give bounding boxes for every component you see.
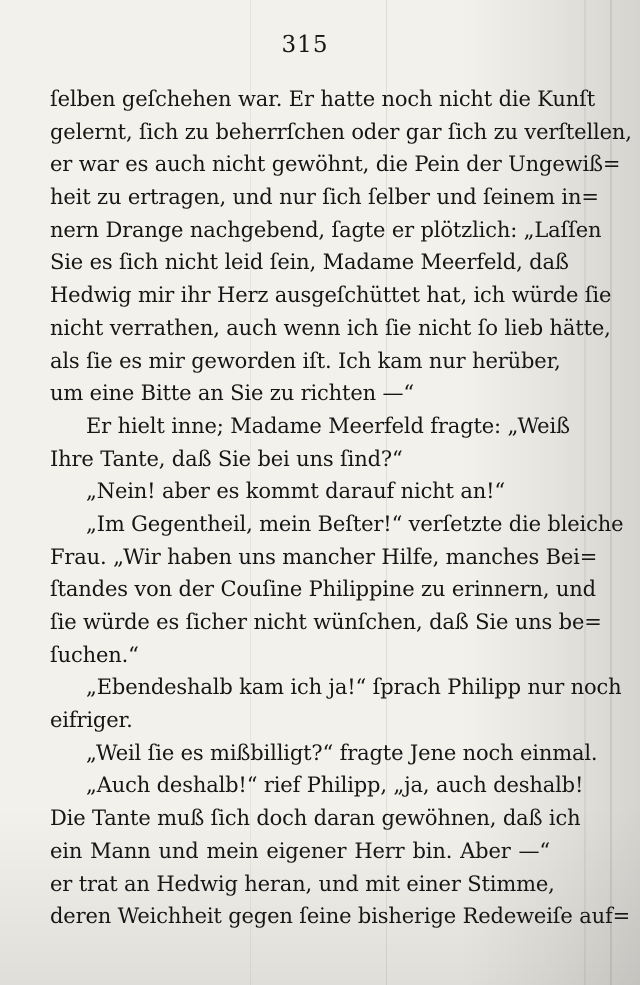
scan-streak [584,0,586,985]
scan-streak [610,0,612,985]
text-line: heit zu ertragen, und nur ſich ſelber und ſeinem in= [50,185,599,210]
text-line: er war es auch nicht gewöhnt, die Pein der Ungewiß= [50,152,621,177]
text-line: deren Weichheit gegen ſeine bisherige Redeweiſe auf= [50,904,631,929]
page-number: 315 [281,32,329,58]
body-text [50,83,632,933]
text-line: ſie würde es ſicher nicht wünſchen, daß Sie uns be= [50,610,602,634]
text-line: nicht verrathen, auch wenn ich ſie nicht ſo lieb hätte, [50,315,611,340]
text-line: „Auch deshalb!“ rief Philipp, „ja, auch deshalb! [86,773,584,798]
text-line: „Weil ſie es mißbilligt?“ fragte Jene noch einmal. [86,740,598,765]
text-line: nern Drange nachgebend, ſagte er plötzlich: „Laſſen [50,217,602,242]
text-line: Hedwig mir ihr Herz ausgeſchüttet hat, ich würde ſie [50,283,612,308]
text-line: eifriger. [50,708,133,733]
text-line: Frau. „Wir haben uns mancher Hilfe, manches Bei= [50,544,598,569]
text-line: „Nein! aber es kommt darauf nicht an!“ [86,479,505,504]
text-line: als ſie es mir geworden iſt. Ich kam nur herüber, [50,348,561,373]
text-line: er trat an Hedwig heran, und mit einer Stimme, [50,871,555,896]
text-line: ſelben geſchehen war. Er hatte noch nicht die Kunſt [50,87,596,111]
text-line: Sie es ſich nicht leid ſein, Madame Meerfeld, daß [50,250,569,275]
text-line: Er hielt inne; Madame Meerfeld fragte: „Weiß [86,413,570,438]
text-line: Die Tante muß ſich doch daran gewöhnen, daß ich [50,806,581,831]
text-line: ſtandes von der Couſine Philippine zu erinnern, und [50,577,596,602]
text-line: ein Mann und mein eigener Herr bin. Aber —“ [50,838,550,863]
text-line: „Ebendeshalb kam ich ja!“ ſprach Philipp nur noch [86,675,622,700]
text-line: Ihre Tante, daß Sie bei uns ſind?“ [50,446,403,471]
text-line: „Im Gegentheil, mein Beſter!“ verſetzte die bleiche [86,511,624,536]
text-line: um eine Bitte an Sie zu richten —“ [50,381,414,406]
text-line: ſuchen.“ [50,642,139,667]
text-line: gelernt, ſich zu beherrſchen oder gar ſich zu verſtellen, [50,119,632,144]
